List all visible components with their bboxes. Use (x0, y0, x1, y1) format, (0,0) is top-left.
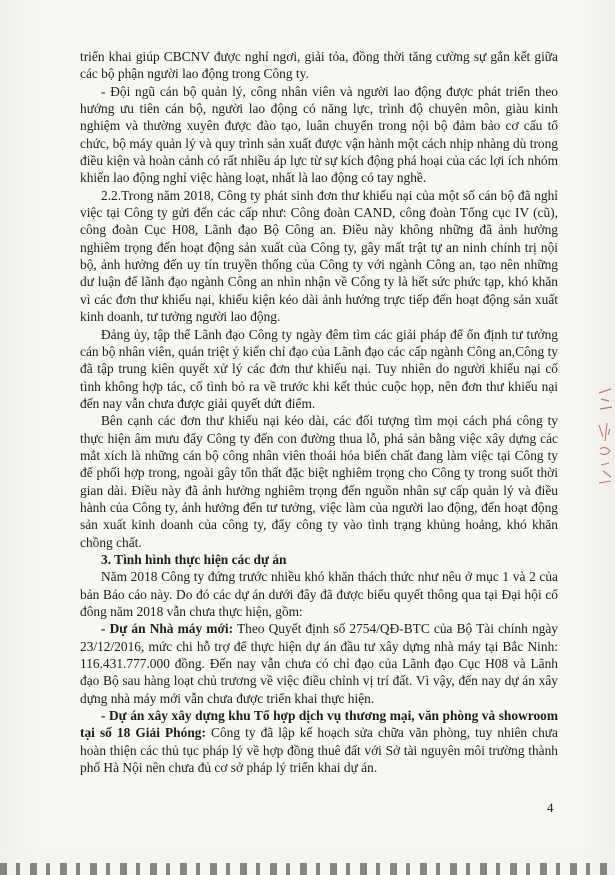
project-lead-complex: - Dự án xây xây dựng khu Tổ hợp dịch vụ thương mại, văn phòng và showroom tại số 18 Giải Phóng: (80, 708, 558, 741)
paragraph-5: Bên cạnh các đơn thư khiếu nại kéo dài, các đối tượng tìm mọi cách phá công ty thực hiện âm mưu đẩy Công ty đến con đường thua lỗ, phá sản bằng việc xây dựng các mắt xích là những cán bộ công nhân viên thoái hóa biến chất đang làm việc tại Công ty để phối hợp trong, ngoài gây tổn thất đặc biệt nghiêm trọng cho Công ty trong suốt thời gian dài. Điều này đã ảnh hưởng nghiêm trọng đến nguồn nhân sự cấp quản lý và điều hành của Công ty, ảnh hưởng đến tư tưởng, việc làm của người lao động, đến hoạt động sản xuất kinh doanh của công ty, đẩy công ty vào tình trạng khủng hoảng, khó khăn chồng chất. (80, 413, 558, 550)
paragraph-4: Đảng ủy, tập thể Lãnh đạo Công ty ngày đêm tìm các giải pháp để ổn định tư tưởng cán bộ nhân viên, quán triệt ý kiến chỉ đạo của Lãnh đạo các cấp ngành Công an,Công ty đã tập trung kiên quyết xử lý các đơn thư khiếu nại. Tuy nhiên do người khiếu nại cố tình không hợp tác, cố tình bỏ ra về trước khi kết thúc cuộc họp, nên đơn thư khiếu nại đến nay vẫn chưa được giải quyết dứt điểm. (80, 326, 558, 411)
document-body (80, 48, 558, 776)
paragraph-3: 2.2.Trong năm 2018, Công ty phát sinh đơn thư khiếu nại của một số cán bộ đã nghỉ việc tại Công ty gửi đến các cấp như: Công đoàn CAND, công đoàn Tổng cục IV (cũ), công đoàn Cục H08, Lãnh đạo Bộ Công an. Điều này không những đã ảnh hưởng nghiêm trọng đến hoạt động sản xuất của Công ty, gây mất trật tự an ninh chính trị nội bộ, ảnh hưởng đến uy tín truyền thống của Công ty với ngành Công an, tạo nên những dư luận để lãnh đạo ngành Công an nhìn nhận về Công ty là hết sức phức tạp, khó khăn vì các đơn thư khiếu nại, khiếu kiện kéo dài ảnh hưởng trực tiếp đến hoạt động sản xuất kinh doanh, tư tưởng người lao động. (80, 187, 558, 325)
project-lead-factory: - Dự án Nhà máy mới: (101, 621, 234, 637)
page-number: 4 (547, 800, 554, 815)
paragraph-7 (80, 620, 558, 707)
paragraph-1: triển khai giúp CBCNV được nghỉ ngơi, giải tỏa, đồng thời tăng cường sự gắn kết giữa các bộ phận người lao động trong Công ty. (80, 49, 558, 82)
section-heading: 3. Tình hình thực hiện các dự án (101, 551, 287, 567)
project-text-complex: Công ty đã lập kế hoạch sửa chữa văn phòng, tuy nhiên chưa hoàn thiện các thủ tục pháp lý về hợp đồng thuê đất với Sở tài nguyên môi trường thành phố Hà Nội nên chưa đủ cơ sở pháp lý triển khai dự án. (80, 725, 558, 776)
stamp-mark (595, 385, 615, 495)
paragraph-6: Năm 2018 Công ty đứng trước nhiều khó khăn thách thức như nêu ở mục 1 và 2 của bản Báo cáo này. Do đó các dự án dưới đây đã được biểu quyết thông qua tại Đại hội cổ đông năm 2018 vẫn chưa thực hiện, gồm: (80, 569, 558, 619)
scan-edge-strip (0, 849, 615, 875)
red-stamp-fragment (595, 385, 615, 495)
paragraph-2: - Đội ngũ cán bộ quản lý, công nhân viên và người lao động được phát triển theo hướng ưu tiên cán bộ, người lao động có năng lực, trình độ chuyên môn, giàu kinh nghiệm và thường xuyên được đào tạo, luân chuyển trong nội bộ đảm bảo cơ cấu tổ chức, bộ máy quản lý và quy trình sản xuất được vận hành một cách nhịp nhàng dù trong điều kiện và hoàn cảnh có rất nhiều áp lực từ sự kích động phá hoại của các lợi ích nhóm khiến lao động nghỉ việc hàng loạt, nhất là lao động có tay nghề. (80, 83, 558, 186)
project-text-factory: Theo Quyết định số 2754/QĐ-BTC của Bộ Tài chính ngày 23/12/2016, mức chi hỗ trợ để thực hiện dự án đầu tư xây dựng nhà máy tại Bắc Ninh: 116.431.777.000 đồng. Đến nay vẫn chưa có chỉ đạo của Lãnh đạo Cục H08 và Lãnh đạo Bộ sau hàng loạt chủ trương về việc điều chỉnh vị trí đất. Vì vậy, đến nay dự án xây dựng nhà máy mới vẫn chưa được triển khai thực hiện. (80, 621, 558, 706)
paragraph-8 (80, 707, 558, 776)
